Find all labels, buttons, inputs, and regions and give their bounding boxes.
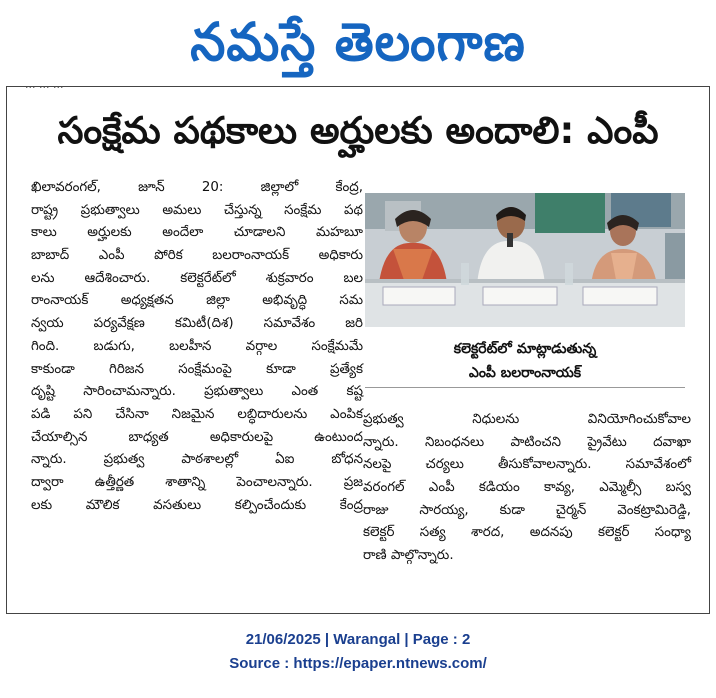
body-line: నలపై చర్యలు తీసుకోవాలన్నారు. సమావేశంలో xyxy=(363,457,691,473)
meeting-photo xyxy=(365,193,685,327)
edition-info: 21/06/2025 | Warangal | Page : 2 xyxy=(245,631,471,648)
body-line: ప్రభుత్వ నిధులను వినియోగించుకోవాల xyxy=(363,412,691,427)
body-line: న్నారు. ప్రభుత్వ పాఠశాలల్లో ఏఐ బోధన xyxy=(31,452,363,468)
article-clipping xyxy=(6,78,710,614)
source-url: Source : https://epaper.ntnews.com/ xyxy=(229,655,487,672)
body-line: కలెక్టర్ సత్య శారద, అదనపు కలెక్టర్ సంధ్యా xyxy=(363,525,691,541)
body-line: చేయాల్సిన బాధ్యత అధికారులపై ఉంటుంద xyxy=(31,429,363,445)
body-line: దృష్టి సారించామన్నారు. ప్రభుత్వాలు ఎంత కష్ట xyxy=(31,384,363,400)
cut-previous-article-text: ... ... ... xyxy=(25,78,64,91)
caption-divider xyxy=(365,387,685,388)
body-line: న్వయ పర్యవేక్షణ కమిటీ(దిశ) సమావేశం జరి xyxy=(31,316,363,332)
body-line: పడి పని చేసినా నిజమైన లబ్ధిదారులను ఎంపిక xyxy=(31,406,363,422)
body-line: లకు మౌలిక వసతులు కల్పించేందుకు కేంద్ర xyxy=(31,497,363,513)
body-line: న్నారు. నిబంధనలు పాటించని ప్రైవేటు దవాఖా xyxy=(363,434,691,450)
body-line: రాంనాయక్ అధ్యక్షతన జిల్లా అభివృద్ధి సమ xyxy=(31,293,363,309)
article-body-left-column xyxy=(31,177,363,517)
photo-caption-line: కలెక్టరేట్‌లో మాట్లాడుతున్న xyxy=(453,341,597,357)
body-line: గింది. బడుగు, బలహీన వర్గాల సంక్షేమమే xyxy=(31,338,363,354)
article-body-right-column xyxy=(363,409,691,568)
body-line: ఖిలావరంగల్, జూన్ 20: జిల్లాలో కేంద్ర, xyxy=(31,180,363,195)
body-line: వరంగల్ ఎంపీ కడియం కావ్య, ఎమ్మెల్సీ బస్వ xyxy=(363,480,691,496)
masthead xyxy=(0,0,716,84)
body-line: రాణి పాల్గొన్నారు. xyxy=(363,548,454,564)
article-headline: సంక్షేమ పథకాలు అర్హులకు అందాలి: ఎంపీ xyxy=(57,109,659,152)
photo-caption xyxy=(365,337,685,385)
body-line: కాకుండా గిరిజన సంక్షేమంపై కూడా ప్రత్యేక xyxy=(31,361,363,377)
photo-caption-line: ఎంపీ బలరాంనాయక్ xyxy=(468,365,582,381)
body-line: కాలు అర్హులకు అందేలా చూడాలని మహబూ xyxy=(31,225,363,241)
meeting-photo-image xyxy=(365,193,685,327)
body-line: లను ఆదేశించారు. కలెక్టరేట్‌లో శుక్రవారం బల xyxy=(31,270,363,286)
body-line: ద్వారా ఉత్తీర్ణత శాతాన్ని పెంచాలన్నారు. ప్రజ xyxy=(31,474,363,490)
body-line: రాష్ట్ర ప్రభుత్వాలు అమలు చేస్తున్న సంక్షేమ పథ xyxy=(31,202,363,218)
newspaper-logo: నమస్తే తెలంగాణ xyxy=(190,11,526,73)
body-line: రాజు సారయ్య, కుడా చైర్మన్ వెంకట్రామిరెడ్డి, xyxy=(363,502,691,518)
page-footer xyxy=(0,628,716,676)
body-line: బాబాద్ ఎంపీ పోరిక బలరాంనాయక్ అధికారు xyxy=(31,248,363,264)
